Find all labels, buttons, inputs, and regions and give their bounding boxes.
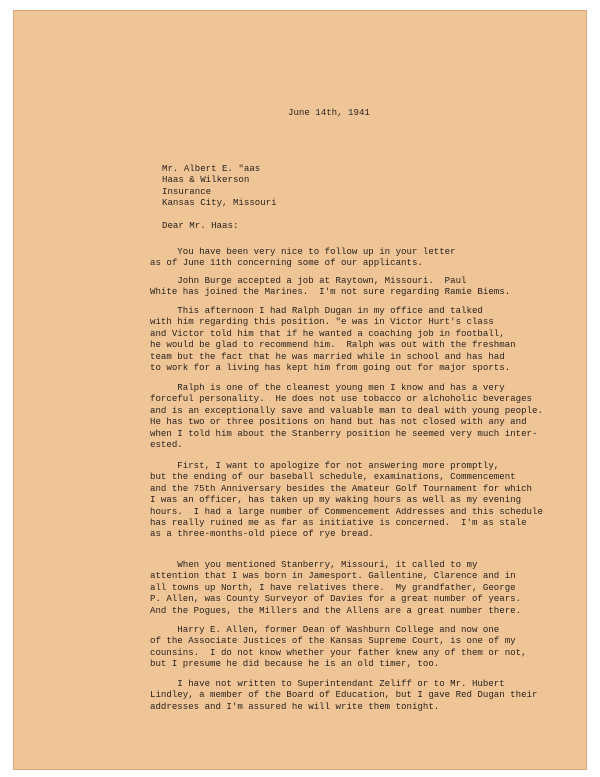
- paragraph: Harry E. Allen, former Dean of Washburn College and now one of the Associate Justices of the Kansas Supreme Court, is one of my counsins. I do not know whether your father knew any of them or not, but I presume he did because he is an old timer, too.: [150, 624, 527, 670]
- paragraph: Ralph is one of the cleanest young men I know and has a very forceful personality. He does not use tobacco or alchoholic beverages and is an exceptionally save and valuable man to deal with young people. He has two or three positions on hand but has not closed with any and when I told him about the Stanberry position he seemed very much inter- ested.: [150, 382, 543, 451]
- letter-date: June 14th, 1941: [288, 107, 370, 118]
- paragraph: When you mentioned Stanberry, Missouri, it called to my attention that I was born in Jamesport. Gallentine, Clarence and in all towns up North, I have relatives there. My grandfather, George P. Allen, was County Surveyor of Davies for a great number of years. And the Pogues, the Millers and the Allens are a great number there.: [150, 559, 522, 616]
- salutation: Dear Mr. Haas:: [162, 220, 239, 231]
- recipient-address: Mr. Albert E. "aas Haas & Wilkerson Insurance Kansas City, Missouri: [162, 163, 277, 209]
- paragraph: You have been very nice to follow up in your letter as of June 11th concerning some of our applicants.: [150, 246, 456, 269]
- letter-page: [13, 10, 587, 770]
- paragraph: This afternoon I had Ralph Dugan in my office and talked with him regarding this position. "e was in Victor Hurt's class and Victor told him that if he wanted a coaching job in football, he would be glad to recommend him. Ralph was out with the freshman team but the fact that he was married while in school and has had to work for a living has kept him from going out for major sports.: [150, 305, 516, 374]
- paragraph: John Burge accepted a job at Raytown, Missouri. Paul White has joined the Marines. I'm not sure regarding Ramie Biems.: [150, 275, 511, 298]
- paragraph: First, I want to apologize for not answering more promptly, but the ending of our baseball schedule, examinations, Commencement and the 75th Anniversary besides the Amateur Golf Tournament for which I was an officer, has taken up my waking hours as well as my evening hours. I had a large number of Commencement Addresses and this schedule has really ruined me as far as initiative is concerned. I'm as stale as a three-months-old piece of rye bread.: [150, 460, 543, 540]
- paragraph: I have not written to Superintendant Zeliff or to Mr. Hubert Lindley, a member of the Board of Education, but I gave Red Dugan their addresses and I'm assured he will write them tonight.: [150, 678, 538, 712]
